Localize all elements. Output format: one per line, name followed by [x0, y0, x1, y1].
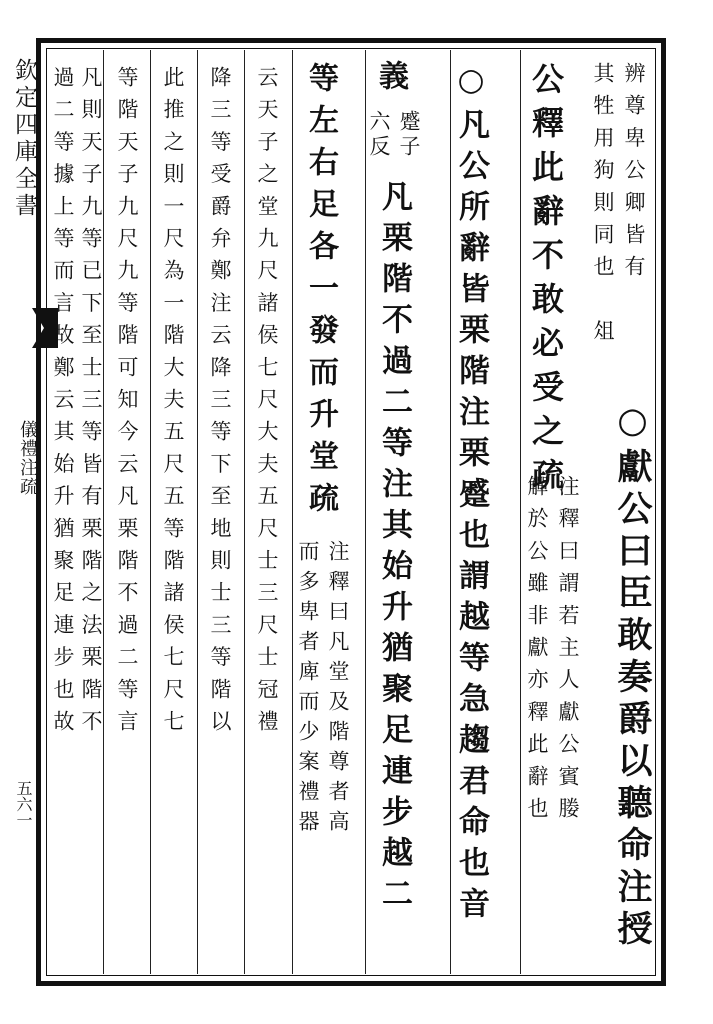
page-number: 五六一: [14, 780, 33, 828]
chapter-title: 儀禮注疏: [17, 420, 38, 496]
column-rule: [450, 50, 451, 974]
annotation-column: 注釋曰凡堂及階尊者高: [326, 540, 350, 840]
text-column: 等左右足各一發而升堂疏: [303, 62, 338, 524]
note-column: 六反: [367, 110, 391, 160]
text-column: 其牲用狗則同也 俎: [591, 62, 615, 352]
column-rule: [520, 50, 521, 974]
annotation-column: 此推之則一尺為一階大夫五尺五等階諸侯七尺七: [161, 66, 185, 743]
annotation-column: 云天子之堂九尺諸侯七尺大夫五尺士三尺士冠禮: [255, 66, 279, 743]
annotation-column: 注釋曰謂若主人獻公賓媵: [556, 475, 580, 830]
column-rule: [292, 50, 293, 974]
book-title: 欽定四庫全書: [11, 58, 37, 220]
column-rule: [244, 50, 245, 974]
column-rule: [103, 50, 104, 974]
column-rule: [365, 50, 366, 974]
annotation-column: 凡則天子九等已下至士三等皆有栗階之法栗階不: [79, 66, 103, 743]
annotation-column: 過二等據上等而言故鄭云其始升猶聚足連步也故: [51, 66, 75, 743]
annotation-column: 而多卑者庳而少案禮器: [296, 540, 320, 840]
annotation-column: 降三等受爵弁鄭注云降三等下至地則士三等階以: [208, 66, 232, 743]
annotation-column: 觶於公雖非獻亦釋此辭也: [525, 475, 549, 830]
note-column: 蹙子: [397, 110, 421, 160]
text-column: ○凡公所辭皆栗階注栗蹙也謂越等急趨君命也音: [453, 62, 489, 928]
column-rule: [197, 50, 198, 974]
text-column: 凡栗階不過二等注其始升猶聚足連步越二: [376, 180, 412, 918]
column-rule: [150, 50, 151, 974]
text-column: 公釋此辭不敢必受之疏: [527, 62, 565, 502]
text-column-head: 義: [373, 60, 408, 98]
annotation-column: 等階天子九尺九等階可知今云凡栗階不過二等言: [115, 66, 139, 743]
text-column: ○獻公曰臣敢奏爵以聽命注授: [612, 400, 653, 952]
text-column: 辨尊卑公卿皆有: [622, 62, 646, 288]
